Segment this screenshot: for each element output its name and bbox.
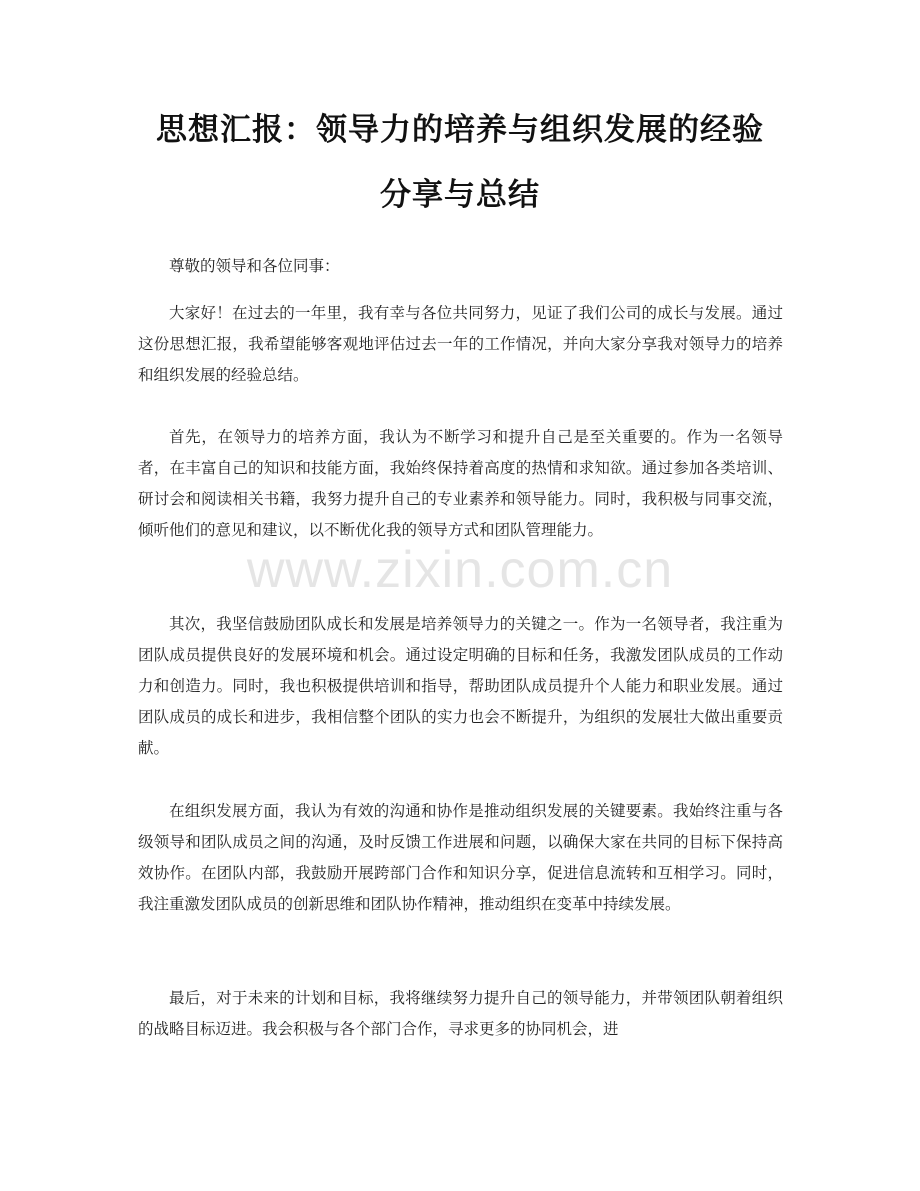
paragraph-1: 大家好！在过去的一年里，我有幸与各位共同努力，见证了我们公司的成长与发展。通过这份思想汇报，我希望能够客观地评估过去一年的工作情况，并向大家分享我对领导力的培养和组织发展的经验总结。 [138,304,783,384]
document-title-line-2: 分享与总结 [380,177,540,213]
paragraph-2: 首先，在领导力的培养方面，我认为不断学习和提升自己是至关重要的。作为一名领导者，在丰富自己的知识和技能方面，我始终保持着高度的热情和求知欲。通过参加各类培训、研讨会和阅读相关书籍，我努力提升自己的专业素养和领导能力。同时，我积极与同事交流，倾听他们的意见和建议，以不断优化我的领导方式和团队管理能力。 [138,428,783,539]
watermark: www.zixin.com.cn [246,541,674,599]
document-title-line-1: 思想汇报：领导力的培养与组织发展的经验 [156,112,764,148]
salutation: 尊敬的领导和各位同事： [169,257,340,275]
paragraph-4: 在组织发展方面，我认为有效的沟通和协作是推动组织发展的关键要素。我始终注重与各级领导和团队成员之间的沟通，及时反馈工作进展和问题，以确保大家在共同的目标下保持高效协作。在团队内部，我鼓励开展跨部门合作和知识分享，促进信息流转和互相学习。同时，我注重激发团队成员的创新思维和团队协作精神，推动组织在变革中持续发展。 [138,802,783,913]
paragraph-3: 其次，我坚信鼓励团队成长和发展是培养领导力的关键之一。作为一名领导者，我注重为团队成员提供良好的发展环境和机会。通过设定明确的目标和任务，我激发团队成员的工作动力和创造力。同时，我也积极提供培训和指导，帮助团队成员提升个人能力和职业发展。通过团队成员的成长和进步，我相信整个团队的实力也会不断提升，为组织的发展壮大做出重要贡献。 [138,615,783,757]
paragraph-5: 最后，对于未来的计划和目标，我将继续努力提升自己的领导能力，并带领团队朝着组织的战略目标迈进。我会积极与各个部门合作，寻求更多的协同机会，进 [138,989,783,1038]
